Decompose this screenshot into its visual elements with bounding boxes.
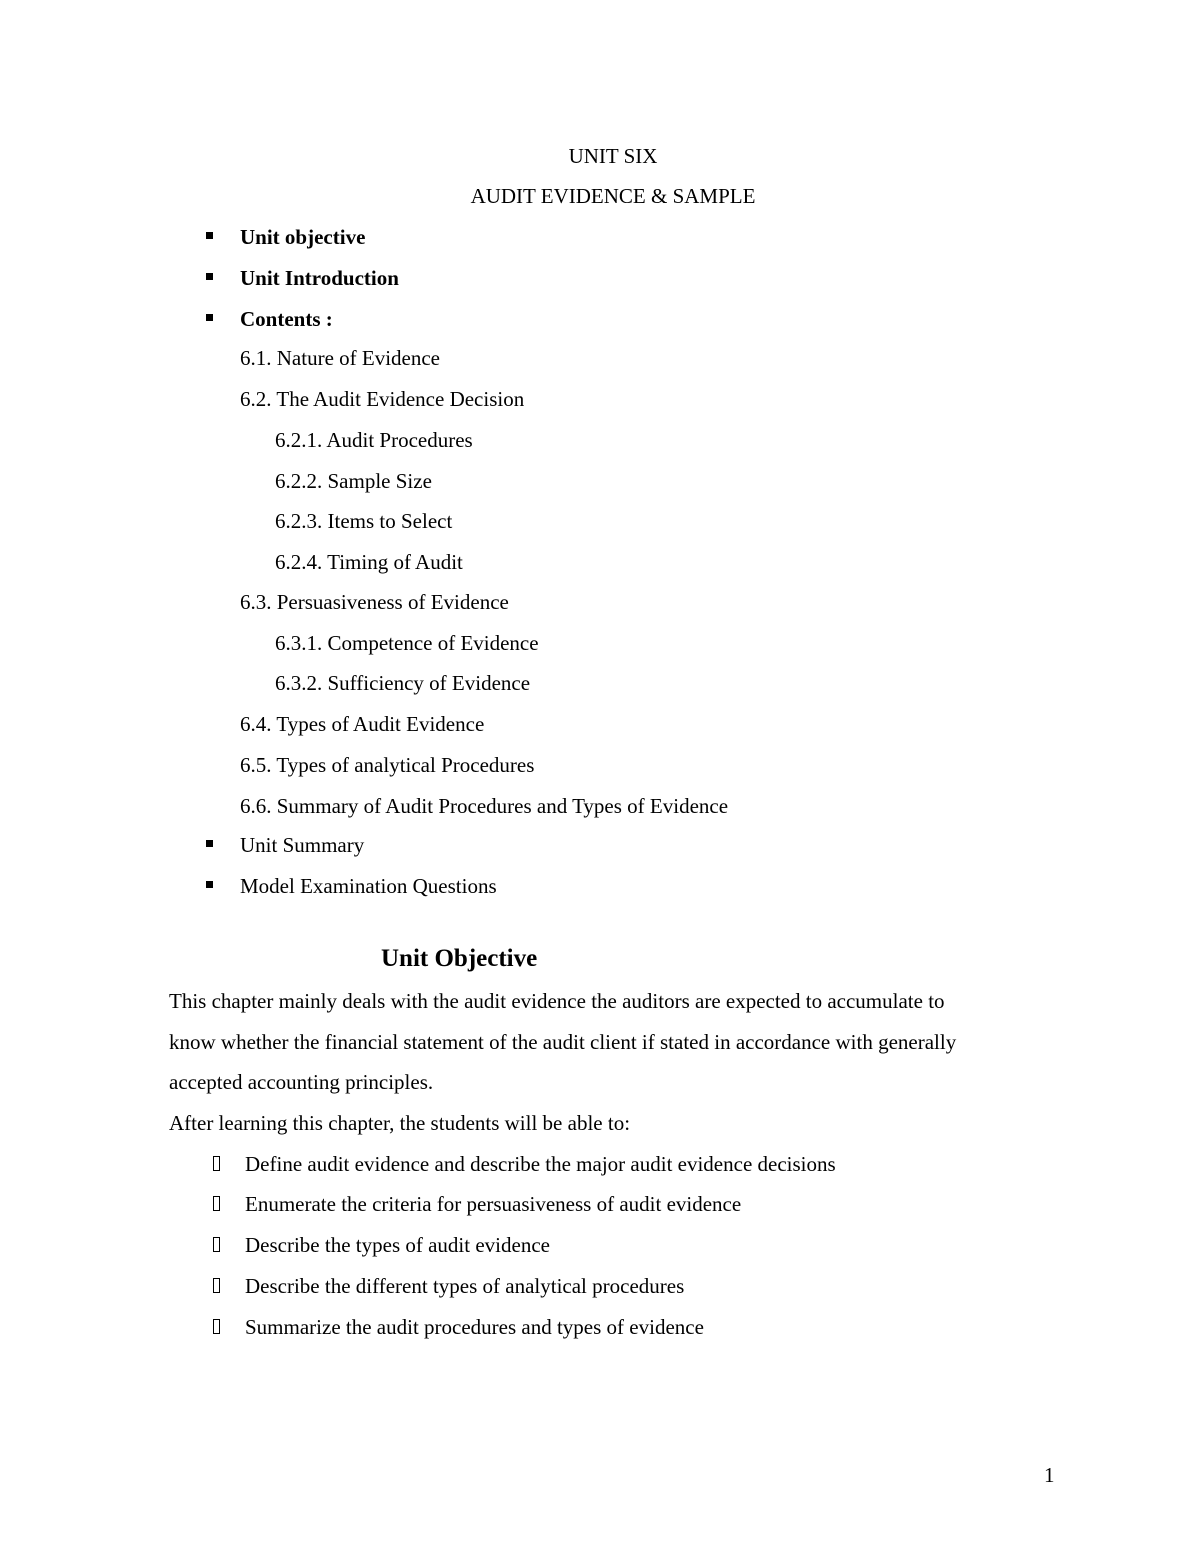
list-item-label: Unit Introduction: [240, 266, 399, 290]
square-bullet-icon: [206, 881, 213, 888]
contents-subitem: 6.2.3. Items to Select: [275, 509, 453, 533]
missing-glyph-bullet-icon: [213, 1237, 220, 1252]
square-bullet-icon: [206, 840, 213, 847]
list-item-label: Define audit evidence and describe the major audit evidence decisions: [245, 1152, 836, 1176]
section-heading: Unit Objective: [381, 945, 538, 972]
contents-item: 6.4. Types of Audit Evidence: [240, 712, 485, 736]
page-number: 1: [1044, 1463, 1055, 1487]
missing-glyph-bullet-icon: [213, 1156, 220, 1171]
paragraph-line: know whether the financial statement of the audit client if stated in accordance with generally: [169, 1030, 957, 1054]
unit-label: UNIT SIX: [568, 144, 658, 168]
list-item-label: Summarize the audit procedures and types of evidence: [245, 1315, 704, 1339]
contents-subitem: 6.2.1. Audit Procedures: [275, 428, 473, 452]
contents-item: 6.6. Summary of Audit Procedures and Types of Evidence: [240, 794, 729, 818]
list-item-label: Describe the types of audit evidence: [245, 1233, 550, 1257]
objective-intro: After learning this chapter, the students will be able to:: [169, 1111, 631, 1135]
square-bullet-icon: [206, 232, 213, 239]
contents-subitem: 6.2.4. Timing of Audit: [275, 550, 463, 574]
contents-item: 6.2. The Audit Evidence Decision: [240, 387, 525, 411]
list-item-label: Unit Summary: [240, 833, 365, 857]
contents-item: 6.5. Types of analytical Procedures: [240, 753, 535, 777]
contents-item: 6.3. Persuasiveness of Evidence: [240, 590, 509, 614]
contents-subitem: 6.3.1. Competence of Evidence: [275, 631, 539, 655]
square-bullet-icon: [206, 314, 213, 321]
contents-subitem: 6.3.2. Sufficiency of Evidence: [275, 671, 531, 695]
contents-subitem: 6.2.2. Sample Size: [275, 469, 432, 493]
list-item-label: Model Examination Questions: [240, 874, 497, 898]
list-item-label: Unit objective: [240, 225, 366, 249]
missing-glyph-bullet-icon: [213, 1319, 220, 1334]
list-item-label: Enumerate the criteria for persuasiveness of audit evidence: [245, 1192, 742, 1216]
paragraph-line: This chapter mainly deals with the audit evidence the auditors are expected to accumulate to: [169, 989, 945, 1013]
unit-title: AUDIT EVIDENCE & SAMPLE: [470, 184, 756, 208]
square-bullet-icon: [206, 273, 213, 280]
paragraph-line: accepted accounting principles.: [169, 1070, 434, 1094]
list-item-label: Contents :: [240, 307, 333, 331]
contents-item: 6.1. Nature of Evidence: [240, 346, 441, 370]
list-item-label: Describe the different types of analytical procedures: [245, 1274, 685, 1298]
missing-glyph-bullet-icon: [213, 1278, 220, 1293]
missing-glyph-bullet-icon: [213, 1196, 220, 1211]
